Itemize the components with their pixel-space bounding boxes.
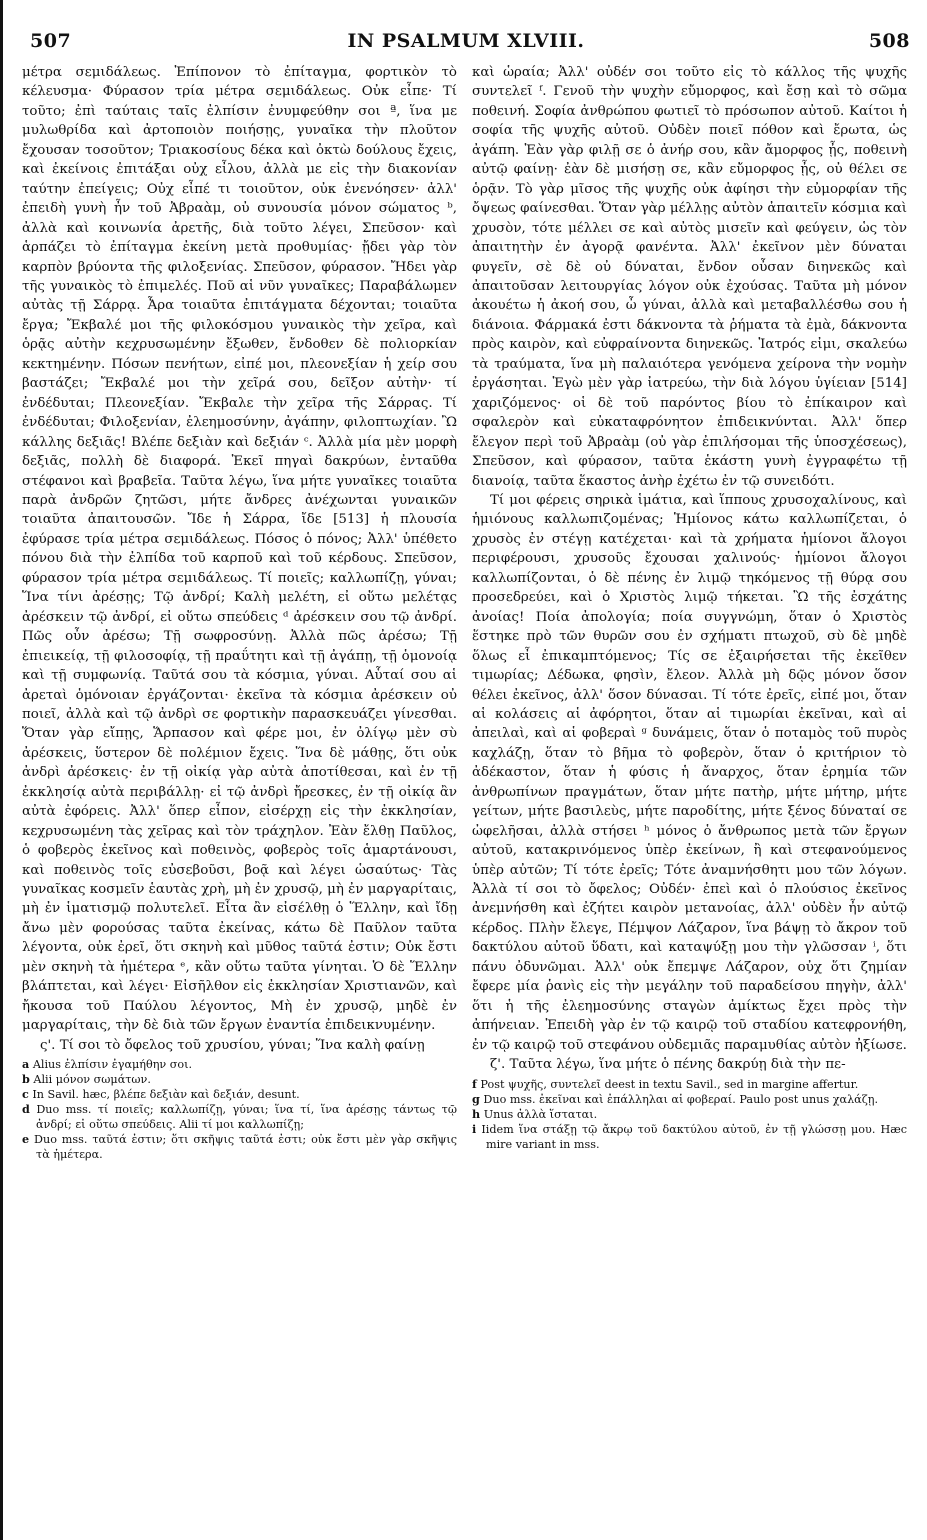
page-number-left: 507 — [30, 30, 72, 52]
running-title: IN PSALMUM XLVIII. — [347, 30, 585, 52]
footnote-a — [22, 1057, 457, 1072]
left-footnotes — [22, 1057, 457, 1162]
footnote-text: Post ψυχῆς, συντελεῖ deest in textu Savil., sed in margine affertur. — [480, 1077, 859, 1091]
page-number-right: 508 — [868, 30, 910, 52]
footnote-mark: e — [22, 1132, 30, 1147]
footnote-mark: b — [22, 1072, 30, 1087]
left-column — [22, 63, 457, 1162]
footnote-i — [472, 1122, 907, 1152]
footnote-f — [472, 1077, 907, 1092]
right-paragraph-3: ζ'. Ταῦτα λέγω, ἵνα μήτε ὁ πένης δακρύῃ διὰ τὴν πε- — [490, 1057, 846, 1073]
footnote-mark: h — [472, 1106, 481, 1121]
left-paragraph-2: ς'. Τί σοι τὸ ὄφελος τοῦ χρυσίου, γύναι; Ἵνα καλὴ φαίνῃ — [40, 1037, 425, 1053]
footnote-text: Alii μόνον σωμάτων. — [33, 1073, 151, 1087]
footnote-mark: a — [22, 1057, 30, 1072]
page-edge-mark — [0, 0, 3, 1540]
footnote-text: Duo mss. ἐκεῖναι καὶ ἐπάλληλαι αἱ φοβεραί. Paulo post unus χαλάζῃ. — [483, 1092, 879, 1106]
right-paragraph-2: Τί μοι φέρεις σηρικὰ ἱμάτια, καὶ ἵππους χρυσοχαλίνους, καὶ ἡμιόνους καλλωπιζομένας; Ἡμίονος κάτω καλλωπίζεται, ὁ χρυσὸς ἐν στέγῃ κατέχεται· καὶ τὰ χρήματα ἡμίονοι ἄλογοι περιφέρουσι, χρυσοῦς ἔχουσαι χαλινούς· ἡμίονοι ἄλογοι καλλωπίζονται, ὁ δὲ πένης ἐν λιμῷ τηκόμενος τῇ θύρᾳ σου προσεδρεύει, καὶ ὁ Χριστὸς λιμῷ τήκεται. Ὢ τῆς ἐσχάτης ἀνοίας! Ποία ἀπολογία; ποία συγγνώμη, ὅταν ὁ Χριστὸς ἕστηκε πρὸ τῶν θυρῶν σου ἐν σχήματι πτωχοῦ, σὺ δὲ μηδὲ ὅλως εἶ ἐπικαμπτόμενος; Τίς σε ἐξαιρήσεται τῆς ἐκεῖθεν τιμωρίας; Δέδωκα, φησὶν, ἔλεον. Ἀλλὰ μὴ δῷς μόνον ὅσον θέλει ἐκεῖνος, ἀλλ' ὅσον δύνασαι. Τί τότε ἐρεῖς, εἰπέ μοι, ὅταν αἱ κολάσεις αἱ ἀφόρητοι, ὅταν αἱ τιμωρίαι ἐκεῖναι, καὶ αἱ ἀπειλαὶ, καὶ αἱ φοβεραὶ ᵍ δυνάμεις, ὅταν ὁ ποταμὸς τοῦ πυρὸς καχλάζῃ, ὅταν τὸ βῆμα τὸ φοβερὸν, ὅταν ὁ κριτήριον τὸ ἀδέκαστον, ὅταν ἡ φύσις ἡ ἄναρχος, ὅταν ἐρημία τῶν ἀνθρωπίνων πραγμάτων, ὅταν μήτε πατὴρ, μήτε μήτηρ, μήτε γείτων, μήτε βασιλεὺς, μήτε παροδίτης, μήτε ξένος δύναταί σε ὠφελῆσαι, ἀλλὰ στήσει ʰ μόνος ὁ ἄνθρωπος μετὰ τῶν ἔργων αὐτοῦ, κατακρινόμενος ὑπὲρ ἐκείνων, ἢ καὶ στεφανούμενος ὑπὲρ αὐτῶν; Τί τότε ἐρεῖς; Τότε ἀναμνήσθητι μου τῶν λόγων. Ἀλλὰ τί σοι τὸ ὄφελος; Οὐδέν· ἐπεὶ καὶ ὁ πλούσιος ἐκεῖνος ἀνεμνήσθη καὶ ἐζήτει καιρὸν μετανοίας, ἀλλ' οὐδὲν ἦν αὐτῷ κέρδος. Πλὴν ἔλεγε, Πέμψον Λάζαρον, ἵνα βάψῃ τὸ ἄκρον τοῦ δακτύλου αὐτοῦ ὕδατι, καὶ καταψύξῃ μου τὴν γλῶσσαν ⁱ, ὅτι πάνυ ὀδυνῶμαι. Ἀλλ' οὐκ ἔπεμψε Λάζαρον, οὐχ ὅτι ζημίαν ἔφερε μία ῥανὶς εἰς τὴν μεγάλην τοῦ παραδείσου πηγὴν, ἀλλ' ὅτι ἡ τῆς ἐλεημοσύνης σταγὼν ἀμίκτως ἔχει πρὸς τὴν ἀπήνειαν. Ἐπειδὴ γὰρ ἐν τῷ καιρῷ τοῦ σταδίου κατεφρονήθη, ἐν τῷ καιρῷ τοῦ στεφάνου οὐδεμιᾶς παραμυθίας αὐτὸν ἠξίωσε. — [472, 492, 907, 1053]
footnote-text: In Savil. hæc, βλέπε δεξιὰν καὶ δεξιάν, desunt. — [32, 1088, 300, 1102]
left-paragraph-1: μέτρα σεμιδάλεως. Ἐπίπονον τὸ ἐπίταγμα, φορτικὸν τὸ κέλευσμα· Φύρασον τρία μέτρα σεμιδάλεως. Οὐκ εἶπε· Τί τοῦτο; ἐπὶ ταύταις ταῖς ἐλπίσιν ἐνυμφεύθην σοι ª, ἵνα με μυλωθρίδα καὶ ἀρτοποιὸν ποιήσῃς, γυναῖκα τὴν πλοῦτον ἔχουσαν τοσοῦτον; Τριακοσίους δέκα καὶ ὀκτὼ δούλους ἔχεις, καὶ ἐκείνοις ἐπιτάξαι οὐχ εἶλου, ἀλλὰ με εἰς τὴν διακονίαν ταύτην ἐπείγεις; Οὐχ εἶπέ τι τοιοῦτον, οὐκ ἐνενόησεν· ἀλλ' ἐπειδὴ γυνὴ ἦν τοῦ Ἀβραὰμ, οὐ συνουσία μόνον σώματος ᵇ, ἀλλὰ καὶ κοινωνία ἀρετῆς, διὰ τοῦτο λέγει, Σπεῦσον· καὶ ἁρπάζει τὸ ἐπίταγμα ἐκείνη μετὰ προθυμίας· ᾔδει γὰρ τὸν καρπὸν βρύοντα τῆς φιλοξενίας. Σπεῦσον, φύρασον. Ἤδει γὰρ τῆς γυναικὸς τὸ ἐπιμελές. Ποῦ αἱ νῦν γυναῖκες; Παραβάλωμεν αὐτὰς τῇ Σάρρᾳ. Ἆρα τοιαῦτα ἐπιτάγματα δέχονται; τοιαῦτα ἔργα; Ἔκβαλέ μοι τῆς φιλοκόσμου γυναικὸς τὴν χεῖρα, καὶ ὁρᾷς αὐτὴν κεχρυσωμένην ἔξωθεν, ἔνδοθεν δὲ πολιορκίαν κεκτημένην. Πόσων πενήτων, εἰπέ μοι, πλεονεξίαν ἡ χείρ σου βαστάζει; Ἔκβαλέ μοι τὴν χεῖρά σου, δεῖξον αὐτὴν· τί ἐνδέδυται; Πλεονεξίαν. Ἔκβαλε τὴν χεῖρα τῆς Σάρρας. Τί ἐνδέδυται; Φιλοξενίαν, ἐλεημοσύνην, ἀγάπην, φιλοπτωχίαν. Ὢ κάλλης δεξιᾶς! Βλέπε δεξιὰν καὶ δεξιάν ᶜ. Ἀλλὰ μία μὲν μορφὴ δεξιᾶς, πολλὴ δὲ διαφορά. Ἐκεῖ πηγαὶ δακρύων, ἐνταῦθα στέφανοι καὶ βραβεῖα. Ταῦτα λέγω, ἵνα μήτε γυναῖκες τοιαῦτα παρὰ ἀνδρῶν ζητῶσι, μήτε ἄνδρες ἀνέχωνται γυναικῶν τοιαῦτα ἀπαιτουσῶν. Ἴδε ἡ Σάρρα, ἴδε [513] ἡ πλουσία ἐφύρασε τρία μέτρα σεμιδάλεως. Πόσος ὁ πόνος; Ἀλλ' ὑπέθετο πόνου διὰ τὴν ἐλπίδα τοῦ καρποῦ καὶ τοῦ κέρδους. Σπεῦσον, φύρασον τρία μέτρα σεμιδάλεως. Τί ποιεῖς; καλλωπίζῃ, γύναι; Ἵνα τίνι ἀρέσῃς; Τῷ ἀνδρί; Καλὴ μελέτη, εἰ οὕτω μελέτᾳς ἀρέσκειν τῷ ἀνδρί, εἰ οὕτω σπεύδεις ᵈ ἀρέσκειν σου τῷ ἀνδρί. Πῶς οὖν ἀρέσω; Τῇ σωφροσύνῃ. Ἀλλὰ πῶς ἀρέσω; Τῇ ἐπιεικείᾳ, τῇ φιλοσοφίᾳ, τῇ πραΰτητι καὶ τῇ ἀγάπῃ, τῇ ὁμονοίᾳ καὶ τῇ συμφωνίᾳ. Ταῦτά σου τὰ κόσμια, γύναι. Αὗταί σου αἱ ἀρεταὶ ὁμόνοιαν ἐργάζονται· ἐκεῖνα τὰ κόσμια ἀρέσκειν οὐ ποιεῖ, ἀλλὰ καὶ τῷ ἀνδρὶ σε φορτικὴν παρασκευάζει γίνεσθαι. Ὅταν γὰρ εἴπῃς, Ἅρπασον καὶ φέρε μοι, ἐν ὀλίγῳ μὲν σὺ ἀρέσκεις, ὕστερον δὲ πολέμιον ἔχεις. Ἵνα δὲ μάθῃς, ὅτι οὐκ ἀνδρὶ ἀρέσκεις· ἐν τῇ οἰκίᾳ γὰρ αὐτὰ ἀποτίθεσαι, καὶ ἐν τῇ ἐκκλησίᾳ αὐτὰ περιβάλλῃ· εἰ τῷ ἀνδρὶ ἤρεσκες, ἐν τῇ οἰκίᾳ ἂν αὐτὰ ἐφόρεις. Ἀλλ' ὅπερ εἶπον, εἰσέρχῃ εἰς τὴν ἐκκλησίαν, κεχρυσωμένη τὰς χεῖρας καὶ τὸν τράχηλον. Ἐὰν ἔλθῃ Παῦλος, ὁ φοβερὸς ἐκεῖνος καὶ ποθεινὸς, φοβερὸς τοῖς ἁμαρτάνουσι, καὶ ποθεινὸς τοῖς εὐσεβοῦσι, βοᾷ καὶ λέγει ὡσαύτως· Τὰς γυναῖκας κοσμεῖν ἑαυτὰς χρὴ, μὴ ἐν χρυσῷ, μὴ ἐν μαργαρίταις, μὴ ἐν ἱματισμῷ πολυτελεῖ. Εἶτα ἂν εἰσέλθῃ ὁ Ἕλλην, καὶ ἴδῃ ἄνω μὲν φορούσας ταῦτα ἐκείνας, κάτω δὲ Παῦλον ταῦτα λέγοντα, οὐκ ἐρεῖ, ὅτι σκηνὴ καὶ μῦθος ταῦτά ἐστιν; Οὐκ ἔστι μὲν σκηνὴ τὰ ἡμέτερα ᵉ, κἂν οὕτω ταῦτα γίνηται. Ὁ δὲ Ἕλλην βλάπτεται, καὶ λέγει· Εἰσῆλθον εἰς ἐκκλησίαν Χριστιανῶν, καὶ ἤκουσα τοῦ Παύλου λέγοντος, Μὴ ἐν χρυσῷ, μηδὲ ἐν μαργαρίταις, τὴν δὲ διὰ τῶν ἔργων ἐναντία ἐπιδεικνυμένην. — [22, 65, 457, 1034]
footnote-c — [22, 1087, 457, 1102]
footnote-mark: g — [472, 1091, 480, 1106]
right-footnotes — [472, 1077, 907, 1152]
footnote-text: Duo mss. τί ποιεῖς; καλλωπίζῃ, γύναι; ἵνα τί, ἵνα ἀρέσῃς τάντως τῷ ἀνδρί; εἰ οὕτω σπεύδεις. Alii τί μοι καλλωπίζῃ; — [36, 1103, 457, 1132]
footnote-mark: f — [472, 1076, 477, 1091]
footnote-b — [22, 1072, 457, 1087]
footnote-g — [472, 1092, 907, 1107]
right-paragraph-1: καὶ ὡραία; Ἀλλ' οὐδέν σοι τοῦτο εἰς τὸ κάλλος τῆς ψυχῆς συντελεῖ ᶠ. Γενοῦ τὴν ψυχὴν εὔμορφος, καὶ ἔσῃ καὶ τὸ σῶμα ποθεινή. Σοφία ἀνθρώπου φωτιεῖ τὸ πρόσωπον αὐτοῦ. Καίτοι ἡ σοφία τῆς ψυχῆς αὐτοῦ. Οὐδὲν ποιεῖ πόθον καὶ ἔρωτα, ὡς ἀγάπη. Ἐὰν γὰρ φιλῇ σε ὁ ἀνήρ σου, κἂν ἄμορφος ᾖς, ποθεινὴ αὐτῷ φαίνῃ· ἐὰν δὲ μισήσῃ σε, κἂν εὔμορφος ᾖς, οὐ θέλει σε ὁρᾷν. Τὸ γὰρ μῖσος τῆς ψυχῆς οὐκ ἀφίησι τὴν εὐμορφίαν τῆς ὄψεως φαίνεσθαι. Ὅταν γὰρ μέλλῃς αὐτὸν ἀπαιτεῖν κόσμια καὶ χρυσὸν, τότε μέλλει σε καὶ αὐτὸς μισεῖν καὶ φεύγειν, ὡς τὸν ἀπαιτητὴν ἐν ἀγορᾷ φανέντα. Ἀλλ' ἐκεῖνον μὲν δύναται φυγεῖν, σὲ δὲ οὐ δύναται, ἔνδον οὖσαν διηνεκῶς καὶ ἀπαιτοῦσαν λειτουργίας λόγον οὐκ ἐχούσας. Ταῦτα μὴ μόνον ἀκουέτω ἡ ἀκοή σου, ὦ γύναι, ἀλλὰ καὶ μεταβαλλέσθω σου ἡ διάνοια. Φάρμακά ἐστι δάκνοντα τὰ ῥήματα τὰ ἐμὰ, δάκνοντα πρὸς καιρὸν, καὶ εὐφραίνοντα διηνεκῶς. Ἰατρός εἰμι, σκαλεύω τὰ τραύματα, ἵνα μὴ παλαιότερα γενόμενα χείρονα τὴν νομὴν ἐργάσηται. Ἐγὼ μὲν γὰρ ἰατρεύω, τὴν διὰ λόγου ὑγίειαν [514] χαριζόμενος· οἱ δὲ τοῦ παρόντος βίου τὸ ἐπίκαιρον καὶ σφαλερὸν καὶ εὐκαταφρόνητον ἐπιδεικνύνται. Ἀλλ' ὅπερ ἔλεγον περὶ τοῦ Ἀβραὰμ (οὐ γὰρ ἐπιλήσομαι τῆς ὑποσχέσεως), Σπεῦσον, καὶ φύρασον, ταῦτα ἑκάστη γυνὴ ἐγγραφέτω τῇ διανοίᾳ, ταῦτα ἕκαστος ἀνὴρ ἐχέτω ἐν τῷ συνειδότι. — [472, 65, 907, 489]
footnote-mark: c — [22, 1087, 29, 1102]
footnote-h — [472, 1107, 907, 1122]
right-column — [472, 63, 907, 1152]
footnote-text: Iidem ἵνα στάξῃ τῷ ἄκρῳ τοῦ δακτύλου αὐτοῦ, ἐν τῇ γλώσσῃ μου. Hæc mire variant in mss. — [481, 1122, 907, 1151]
footnote-e — [22, 1132, 457, 1162]
footnote-text: Alius ἐλπίσιν ἐγαμήθην σοι. — [32, 1058, 193, 1072]
footnote-mark: i — [472, 1121, 477, 1136]
footnote-d — [22, 1102, 457, 1132]
footnote-text: Unus ἀλλὰ ἵσταται. — [483, 1107, 598, 1121]
footnote-text: Duo mss. ταῦτά ἐστιν; ὅτι σκῆψις ταῦτά ἐστι; οὐκ ἔστι μὲν γὰρ σκῆψις τὰ ἡμέτερα. — [34, 1133, 457, 1162]
footnote-mark: d — [22, 1102, 30, 1117]
running-header — [22, 30, 910, 56]
